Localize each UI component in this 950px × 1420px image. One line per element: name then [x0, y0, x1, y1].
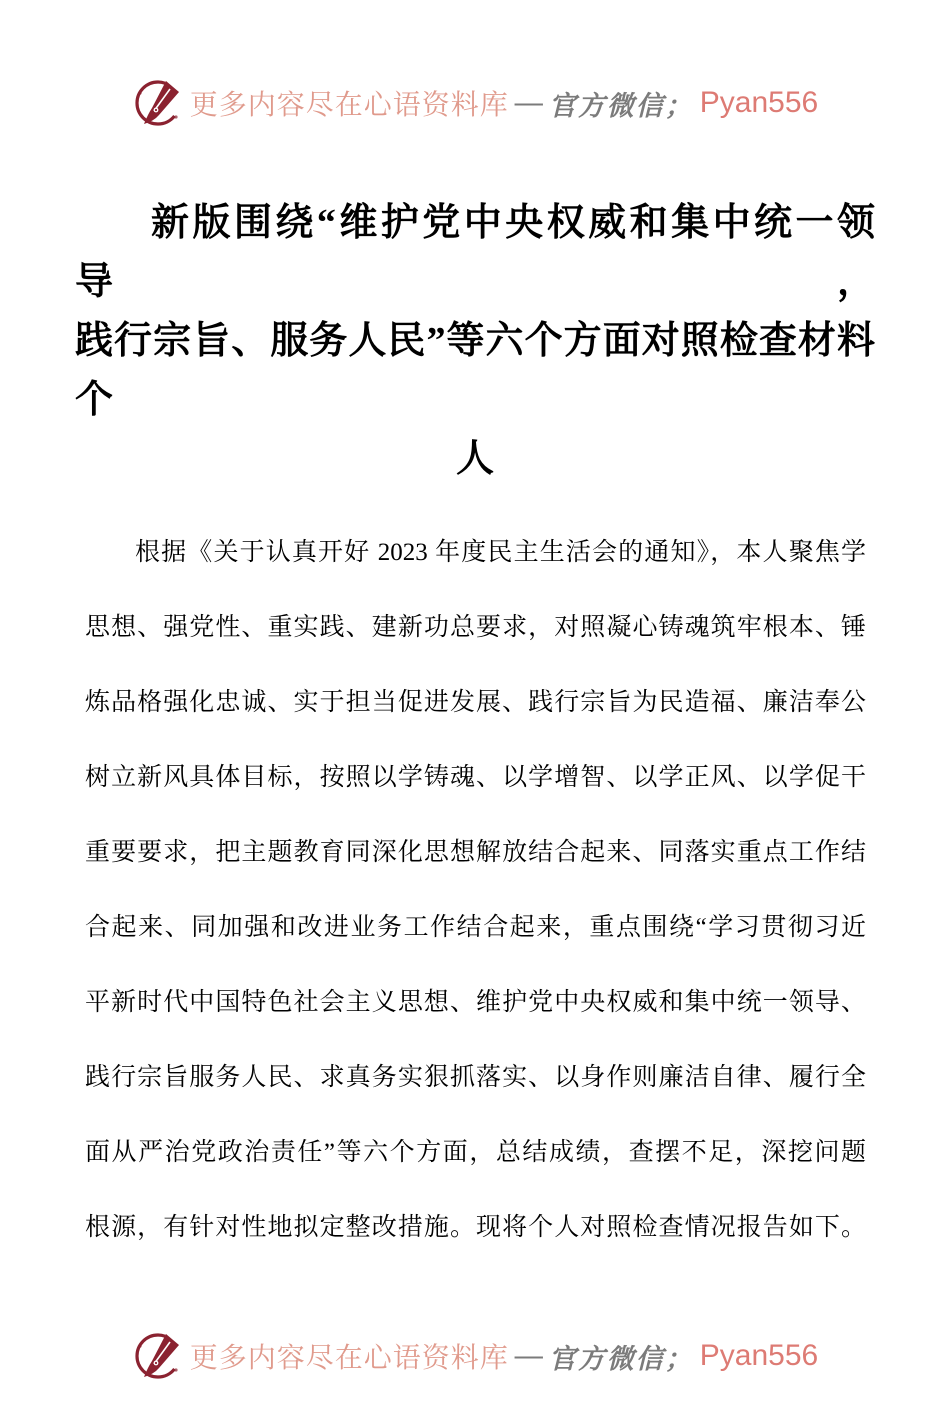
watermark-site-text: 更多内容尽在心语资料库: [189, 1343, 509, 1374]
watermark-dash: —: [514, 1340, 543, 1371]
document-body: [85, 515, 866, 1265]
watermark-channel-label: 官方微信；: [548, 90, 694, 122]
watermark-channel-id: Pyan556: [699, 1339, 819, 1372]
watermark-dash: —: [514, 87, 543, 118]
body-line: 树立新风具体目标，按照以学铸魂、以学增智、以学正风、以学促干: [85, 764, 866, 791]
body-line: 根源，有针对性地拟定整改措施。现将个人对照检查情况报告如下。: [85, 1214, 866, 1241]
body-line: 重要要求，把主题教育同深化思想解放结合起来、同落实重点工作结: [85, 839, 866, 866]
footer-watermark: [0, 1329, 950, 1383]
body-line: 炼品格强化忠诚、实于担当促进发展、践行宗旨为民造福、廉洁奉公: [85, 689, 866, 716]
watermark-channel-label: 官方微信；: [548, 1343, 694, 1375]
body-line: 践行宗旨服务人民、求真务实狠抓落实、以身作则廉洁自律、履行全: [85, 1064, 866, 1091]
body-line: 合起来、同加强和改进业务工作结合起来，重点围绕“学习贯彻习近: [85, 914, 866, 941]
title-line: 人: [455, 438, 494, 480]
watermark-channel-id: Pyan556: [699, 86, 819, 119]
document-title: [75, 194, 875, 489]
title-line: 新版围绕“维护党中央权威和集中统一领导，: [75, 202, 875, 303]
title-line: 践行宗旨、服务人民”等六个方面对照检查材料个: [75, 320, 875, 421]
body-line: 根据《关于认真开好 2023 年度民主生活会的通知》，本人聚焦学: [135, 539, 866, 566]
watermark-site-text: 更多内容尽在心语资料库: [189, 90, 509, 121]
header-watermark: [0, 76, 950, 130]
body-line: 思想、强党性、重实践、建新功总要求，对照凝心铸魂筑牢根本、锤: [85, 614, 866, 641]
body-line: 平新时代中国特色社会主义思想、维护党中央权威和集中统一领导、: [85, 989, 866, 1016]
pen-logo-icon: [132, 77, 184, 129]
document-page: [0, 76, 950, 1420]
pen-logo-icon: [132, 1330, 184, 1382]
body-line: 面从严治党政治责任”等六个方面，总结成绩，查摆不足，深挖问题: [85, 1139, 866, 1166]
